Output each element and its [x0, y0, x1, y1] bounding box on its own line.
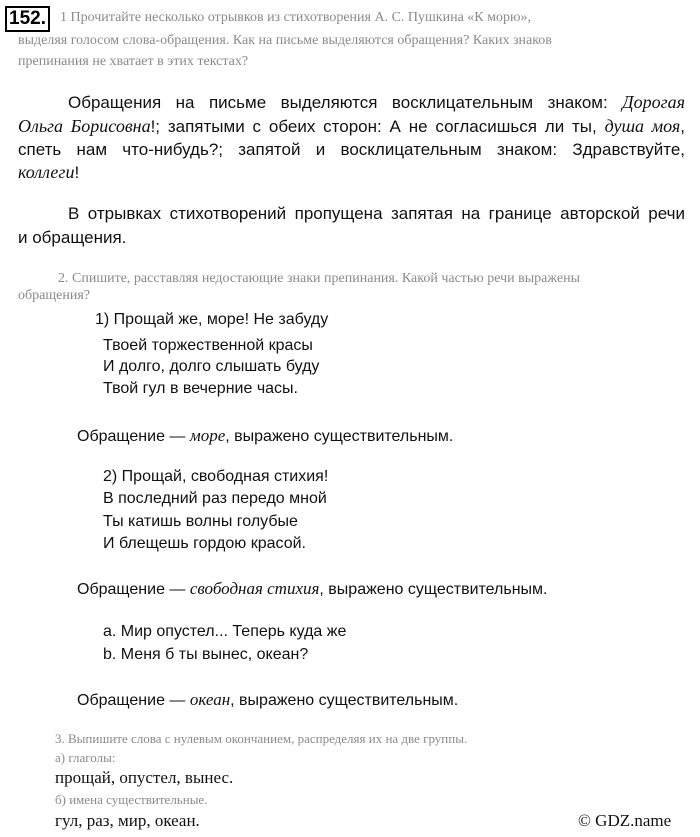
- poem-line: В последний раз передо мной: [103, 490, 327, 507]
- answer1-line: [18, 116, 685, 137]
- task3-b-answer: гул, раз, мир, океан.: [55, 811, 200, 830]
- task2-line: обращения?: [18, 288, 90, 303]
- italic-text: Ольга Борисовна: [18, 116, 151, 136]
- note1: [77, 426, 453, 446]
- text: Обращение —: [77, 428, 190, 445]
- note2: [77, 579, 548, 599]
- task3-b-label: б) имена существительные.: [55, 792, 208, 807]
- task3-line: 3. Выпишите слова с нулевым окончанием, распределяя их на две группы.: [55, 731, 468, 746]
- poem3-a: a. Мир опустел... Теперь куда же: [103, 623, 347, 640]
- italic-text: коллеги: [18, 162, 75, 182]
- italic-text: море: [189, 426, 226, 445]
- italic-text: свободная стихия: [189, 579, 320, 598]
- task1-line: 1 Прочитайте несколько отрывков из стихотворения А. С. Пушкина «К морю»,: [60, 10, 531, 25]
- text: ,: [680, 117, 685, 136]
- text: Обращение —: [77, 581, 190, 598]
- task2-line: 2. Спишите, расставляя недостающие знаки препинания. Какой частью речи выражены: [58, 271, 580, 286]
- task3-a-label: а) глаголы:: [55, 750, 116, 765]
- poem3-b: b. Меня б ты вынес, океан?: [103, 646, 309, 663]
- poem-line: Твоей торжественной красы: [103, 337, 313, 354]
- poem-line: И долго, долго слышать буду: [103, 358, 320, 375]
- answer1-line: спеть нам что-нибудь?; запятой и восклицательным знаком: Здравствуйте,: [18, 140, 685, 159]
- note3: [77, 690, 458, 710]
- task1-line: препинания не хватает в этих текстах?: [18, 54, 249, 69]
- text: , выражено существительным.: [230, 692, 459, 709]
- text: !; запятыми с обеих сторон: А не согласишься ли ты,: [150, 117, 597, 136]
- poem-line: И блещешь гордою красой.: [103, 535, 306, 552]
- answer2-line: и обращения.: [18, 228, 127, 247]
- poem1-first: 1) Прощай же, море! Не забуду: [95, 311, 329, 328]
- task3-a-answer: прощай, опустел, вынес.: [55, 768, 234, 787]
- text: !: [74, 163, 80, 182]
- italic-text: Дорогая: [622, 92, 685, 112]
- answer1-line: [68, 92, 685, 113]
- watermark: © GDZ.name: [578, 811, 672, 830]
- poem-line: Ты катишь волны голубые: [103, 513, 298, 530]
- text: , выражено существительным.: [319, 581, 548, 598]
- italic-text: душа моя: [604, 116, 681, 136]
- task1-line: выделяя голосом слова-обращения. Как на письме выделяются обращения? Каких знаков: [18, 33, 552, 48]
- poem2-first: 2) Прощай, свободная стихия!: [103, 468, 329, 485]
- text: Обращения на письме выделяются восклицательным знаком:: [68, 93, 608, 112]
- text: Обращение —: [77, 692, 190, 709]
- exercise-number: 152.: [5, 6, 50, 32]
- answer1-line: [18, 162, 79, 183]
- poem-line: Твой гул в вечерние часы.: [103, 380, 298, 397]
- italic-text: океан: [189, 690, 231, 709]
- answer2-line: В отрывках стихотворений пропущена запятая на границе авторской речи: [68, 204, 685, 223]
- text: , выражено существительным.: [225, 428, 454, 445]
